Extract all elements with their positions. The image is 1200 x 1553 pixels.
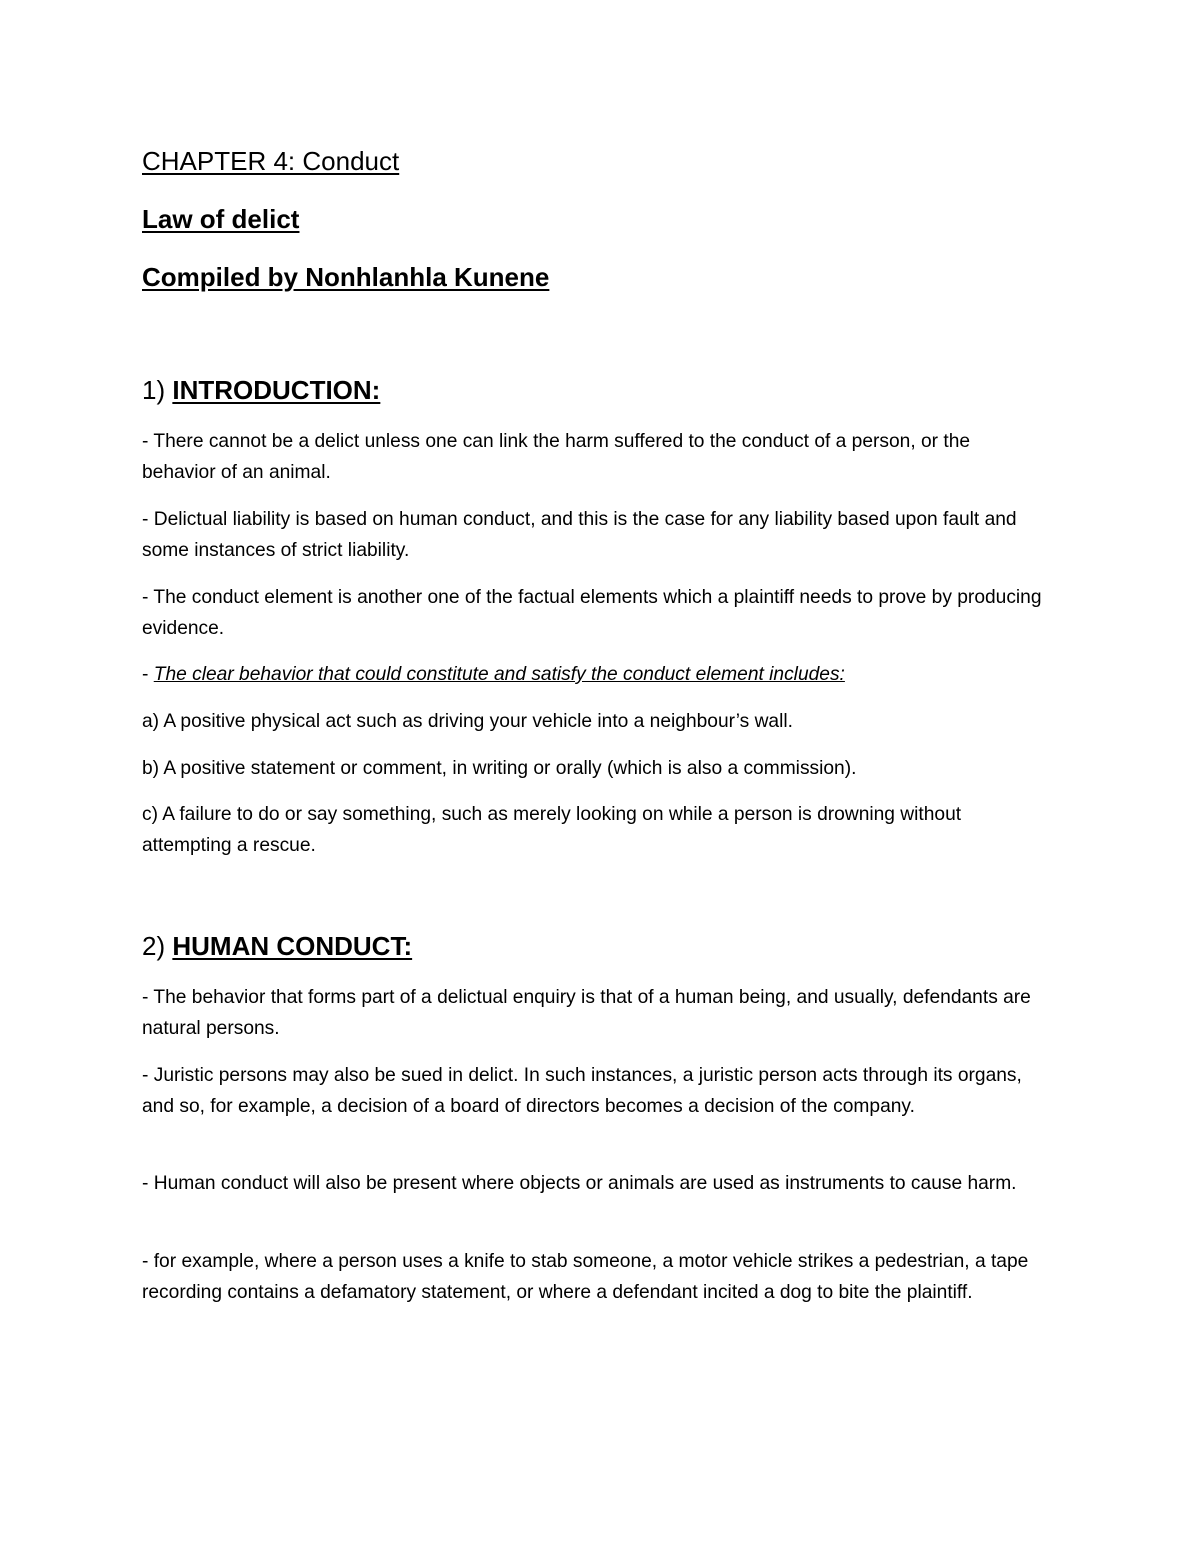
section-1-title: INTRODUCTION: [172, 375, 381, 405]
author-heading: Compiled by Nonhlanhla Kunene [142, 262, 550, 292]
conduct-list-intro-text: The clear behavior that could constitute and satisfy the conduct element includes: [153, 664, 845, 685]
section-1-paragraph-2: - Delictual liability is based on human conduct, and this is the case for any liability based upon fault and some instances of strict liability. [142, 509, 1017, 561]
conduct-list-intro [142, 659, 1047, 690]
section-2-paragraph-3: - Human conduct will also be present where objects or animals are used as instruments to cause harm. [142, 1173, 1017, 1194]
section-2-number: 2) [142, 931, 166, 961]
conduct-list-item-a: a) A positive physical act such as driving your vehicle into a neighbour’s wall. [142, 711, 793, 732]
conduct-list-intro-dash: - [142, 664, 149, 685]
section-1-paragraph-3: - The conduct element is another one of the factual elements which a plaintiff needs to prove by producing evidence. [142, 587, 1042, 639]
section-2-paragraph-4: - for example, where a person uses a knife to stab someone, a motor vehicle strikes a pedestrian, a tape recording contains a defamatory statement, or where a defendant incited a dog to bite the plaintiff. [142, 1251, 1029, 1303]
section-2-title: HUMAN CONDUCT: [172, 931, 413, 961]
section-2-paragraph-2: - Juristic persons may also be sued in delict. In such instances, a juristic person acts through its organs, and so, for example, a decision of a board of directors becomes a decision of the company. [142, 1065, 1022, 1117]
section-2-paragraph-1: - The behavior that forms part of a delictual enquiry is that of a human being, and usually, defendants are natural persons. [142, 987, 1031, 1039]
chapter-heading: CHAPTER 4: Conduct [142, 146, 400, 176]
conduct-list-item-c: c) A failure to do or say something, such as merely looking on while a person is drowning without attempting a rescue. [142, 804, 962, 856]
section-1-number: 1) [142, 375, 166, 405]
section-2-heading [142, 930, 412, 962]
conduct-list-item-b: b) A positive statement or comment, in writing or orally (which is also a commission). [142, 758, 857, 779]
section-1-paragraph-1: - There cannot be a delict unless one can link the harm suffered to the conduct of a person, or the behavior of an animal. [142, 431, 971, 483]
section-1-heading [142, 374, 380, 406]
subject-heading: Law of delict [142, 204, 300, 234]
